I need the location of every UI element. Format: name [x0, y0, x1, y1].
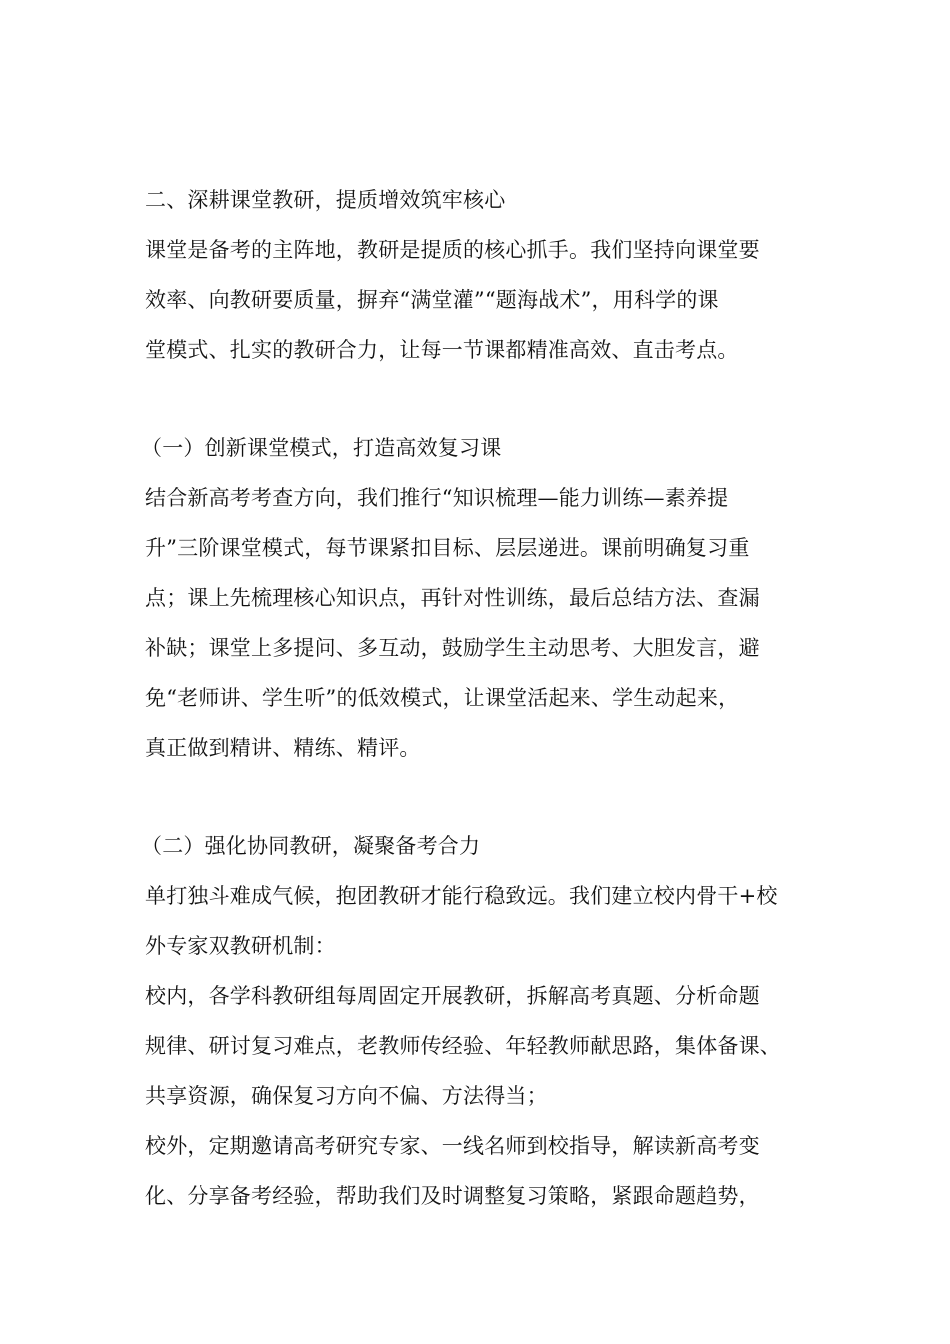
paragraph-line: 外专家双教研机制： [145, 934, 336, 958]
paragraph-line: 共享资源，确保复习方向不偏、方法得当； [145, 1084, 548, 1108]
paragraph-line: 化、分享备考经验，帮助我们及时调整复习策略，紧跟命题趋势， [145, 1184, 760, 1208]
paragraph-line: 单打独斗难成气候，抱团教研才能行稳致远。我们建立校内骨干+校 [145, 884, 778, 908]
subsection-heading-2: （二）强化协同教研，凝聚备考合力 [141, 834, 481, 858]
paragraph-line: 结合新高考考查方向，我们推行“知识梳理—能力训练—素养提 [145, 486, 729, 510]
subsection-heading-1: （一）创新课堂模式，打造高效复习课 [141, 436, 502, 460]
paragraph-line: 点；课上先梳理核心知识点，再针对性训练，最后总结方法、查漏 [145, 586, 760, 610]
paragraph-line: 免“老师讲、学生听”的低效模式，让课堂活起来、学生动起来， [145, 686, 740, 710]
paragraph-line: 校内，各学科教研组每周固定开展教研，拆解高考真题、分析命题 [145, 984, 760, 1008]
paragraph-line: 效率、向教研要质量，摒弃“满堂灌”“题海战术”，用科学的课 [145, 288, 719, 312]
paragraph-line: 堂模式、扎实的教研合力，让每一节课都精准高效、直击考点。 [145, 338, 739, 362]
section-heading: 二、深耕课堂教研，提质增效筑牢核心 [145, 188, 506, 212]
paragraph-line: 补缺；课堂上多提问、多互动，鼓励学生主动思考、大胆发言，避 [145, 636, 760, 660]
paragraph-line: 升”三阶课堂模式，每节课紧扣目标、层层递进。课前明确复习重 [145, 536, 750, 560]
paragraph-line: 课堂是备考的主阵地，教研是提质的核心抓手。我们坚持向课堂要 [145, 238, 760, 262]
paragraph-line: 真正做到精讲、精练、精评。 [145, 736, 421, 760]
paragraph-line: 规律、研讨复习难点，老教师传经验、年轻教师献思路，集体备课、 [145, 1034, 781, 1058]
paragraph-line: 校外，定期邀请高考研究专家、一线名师到校指导，解读新高考变 [145, 1134, 760, 1158]
